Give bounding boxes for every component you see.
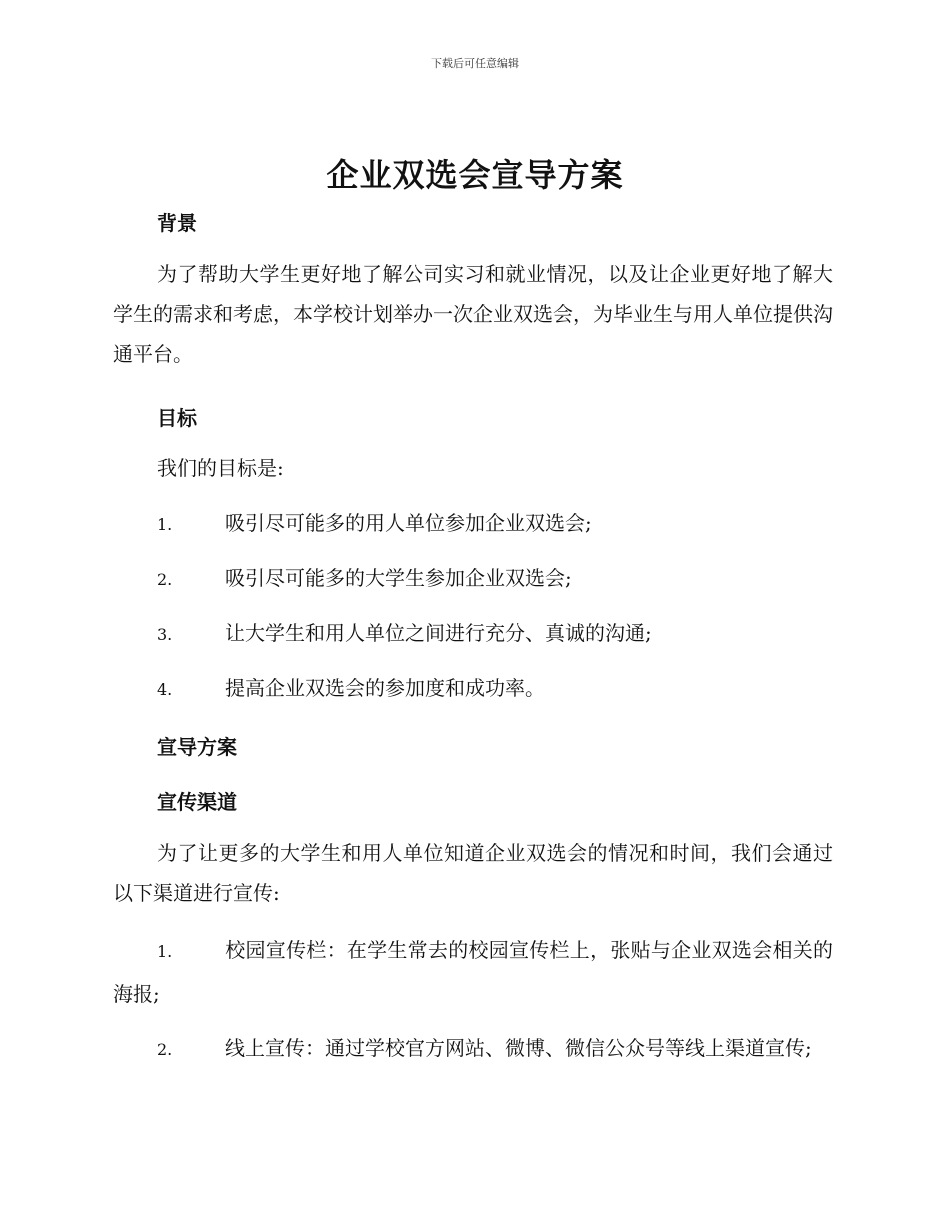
section-heading-plan: 宣导方案 — [157, 735, 237, 759]
list-item-text: 吸引尽可能多的大学生参加企业双选会; — [225, 566, 572, 590]
list-item-text: 校园宣传栏：在学生常去的校园宣传栏上，张贴与企业双选会相关的海报; — [113, 938, 833, 1006]
list-item-text: 吸引尽可能多的用人单位参加企业双选会; — [225, 511, 592, 535]
list-item-number: 3. — [157, 625, 173, 644]
section-heading-goals: 目标 — [157, 406, 197, 430]
list-item-text: 让大学生和用人单位之间进行充分、真诚的沟通; — [225, 621, 652, 645]
document-title: 企业双选会宣导方案 — [326, 156, 624, 194]
list-item-number: 1. — [157, 515, 173, 534]
goals-intro-text: 我们的目标是: — [157, 456, 284, 480]
list-item — [113, 1027, 833, 1071]
list-item-number: 4. — [157, 680, 173, 699]
channels-intro-paragraph: 为了让更多的大学生和用人单位知道企业双选会的情况和时间，我们会通过以下渠道进行宣传: — [113, 841, 833, 905]
list-item-number: 2. — [157, 570, 173, 589]
list-item-number: 2. — [157, 1040, 173, 1059]
list-item-number: 1. — [157, 942, 173, 961]
list-item-text: 线上宣传：通过学校官方网站、微博、微信公众号等线上渠道宣传; — [225, 1036, 812, 1060]
list-item — [113, 929, 833, 1015]
goals-intro — [157, 453, 833, 483]
section-heading-background: 背景 — [157, 211, 197, 235]
page-header-note: 下载后可任意编辑 — [431, 57, 519, 70]
subsection-heading-channels: 宣传渠道 — [157, 790, 237, 814]
background-paragraph: 为了帮助大学生更好地了解公司实习和就业情况，以及让企业更好地了解大学生的需求和考虑，本学校计划举办一次企业双选会，为毕业生与用人单位提供沟通平台。 — [113, 262, 833, 366]
list-item-text: 提高企业双选会的参加度和成功率。 — [225, 676, 545, 700]
